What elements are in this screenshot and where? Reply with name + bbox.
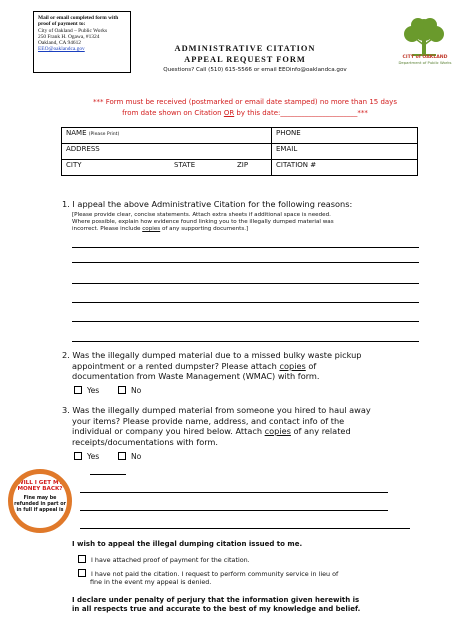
- paid-option-label: I have attached proof of payment for the citation.: [91, 556, 250, 564]
- reason-line-5[interactable]: [72, 321, 419, 322]
- q1-inst-text: incorrect. Please include: [72, 226, 143, 232]
- q2-yes-option[interactable]: [74, 386, 99, 395]
- form-title-line-2: APPEAL REQUEST FORM: [184, 55, 306, 64]
- question-3: [62, 405, 452, 447]
- q1-instruction-line-3: [72, 226, 432, 233]
- reason-line-4[interactable]: [72, 302, 419, 303]
- state-label: STATE: [174, 161, 196, 169]
- reason-line-2[interactable]: [72, 262, 419, 263]
- q3-yes-option[interactable]: [74, 452, 99, 461]
- q3-line-1: 3. Was the illegally dumped material from someone you hired to haul away: [62, 405, 371, 415]
- mail-email-link[interactable]: EEO@oaklandca.gov: [38, 46, 85, 53]
- name-label: NAME: [66, 129, 87, 137]
- email-label: EMAIL: [276, 145, 298, 153]
- form-title-line-1: ADMINISTRATIVE CITATION: [174, 44, 316, 53]
- state-field[interactable]: [170, 160, 233, 176]
- zip-label: ZIP: [237, 161, 249, 169]
- email-field[interactable]: [272, 144, 418, 160]
- question-1: 1. I appeal the above Administrative Citation for the following reasons:: [62, 199, 353, 209]
- citation-label: CITATION #: [276, 161, 317, 169]
- q2-line-2-end: of: [305, 360, 317, 371]
- contact-info: Questions? Call (510) 615-5566 or email EEOinfo@oaklandca.gov: [163, 67, 347, 73]
- address-field[interactable]: [62, 144, 272, 160]
- reason-line-1[interactable]: [72, 247, 419, 248]
- appeal-statement: I wish to appeal the illegal dumping citation issued to me.: [72, 540, 303, 548]
- hauler-line-2[interactable]: [80, 510, 388, 511]
- q3-no-label: No: [131, 452, 142, 461]
- mail-line-2: 250 Frank H. Ogawa, #1324: [38, 33, 100, 40]
- q2-no-option[interactable]: [118, 386, 141, 395]
- address-label: ADDRESS: [66, 145, 100, 153]
- hauler-line-1[interactable]: [80, 492, 388, 493]
- community-service-label-2: fine in the event my appeal is denied.: [90, 578, 212, 586]
- community-service-label-1: I have not paid the citation. I request to perform community service in lieu of: [91, 570, 339, 578]
- q1-inst-text-end: of any supporting documents.]: [160, 226, 249, 232]
- paid-checkbox[interactable]: [78, 555, 86, 563]
- contact-info-table: [61, 127, 418, 176]
- community-service-checkbox[interactable]: [78, 569, 86, 577]
- q3-line-3: [62, 426, 452, 437]
- q2-copies: copies: [279, 360, 306, 371]
- q2-yes-checkbox[interactable]: [74, 386, 82, 394]
- reason-line-3[interactable]: [72, 283, 419, 284]
- q3-no-option[interactable]: [118, 452, 141, 461]
- phone-field[interactable]: [272, 128, 418, 144]
- stamp-title: WILL I GET MY MONEY BACK?: [17, 480, 63, 493]
- q2-line-2: [62, 361, 442, 372]
- q3-line-3-text: individual or company you hired below. Attach: [72, 426, 265, 436]
- q2-no-checkbox[interactable]: [118, 386, 126, 394]
- question-1-instructions: [72, 212, 432, 233]
- name-hint: (Please Print): [88, 132, 120, 137]
- mail-line-1: City of Oakland – Public Works: [38, 27, 108, 34]
- q3-no-checkbox[interactable]: [118, 452, 126, 460]
- q1-inst-copies: copies: [142, 226, 161, 232]
- deadline-notice-line-1: *** Form must be received (postmarked or email date stamped) no more than 15 days: [93, 98, 397, 106]
- perjury-declaration: [72, 596, 462, 614]
- q3-line-3-end: of any related: [290, 426, 351, 436]
- q3-copies: copies: [264, 426, 291, 436]
- q2-line-1: 2. Was the illegally dumped material due to a missed bulky waste pickup: [62, 350, 362, 360]
- community-service-option[interactable]: [78, 569, 438, 586]
- deadline-date-field[interactable]: by this date:______________________***: [234, 109, 368, 117]
- logo-city-text: CITY of OAKLAND: [402, 55, 448, 60]
- name-field[interactable]: [62, 128, 272, 144]
- q2-line-3: documentation from Waste Management (WMAC) with form.: [72, 371, 320, 381]
- logo-caption: [392, 56, 458, 65]
- mail-heading: Mail or email completed form with proof of payment to:: [38, 15, 119, 28]
- q1-instruction-line-1: [Please provide clear, concise statements. Attach extra sheets if additional space is needed.: [72, 212, 331, 218]
- question-2: [62, 350, 442, 382]
- citation-number-field[interactable]: [272, 160, 418, 176]
- hauler-line-short[interactable]: [90, 474, 126, 475]
- q2-line-2-text: appointment or a rented dumpster? Please attach: [72, 360, 280, 371]
- refund-stamp: [8, 469, 72, 533]
- q3-line-4: receipts/documentations with form.: [72, 436, 219, 447]
- perjury-line-2: in all respects true and accurate to the best of my knowledge and belief.: [72, 605, 361, 613]
- mail-instructions-box: [33, 11, 131, 73]
- q1-instruction-line-2: Where possible, explain how evidence found linking you to the illegally dumped material was: [72, 219, 334, 225]
- phone-label: PHONE: [276, 129, 301, 137]
- logo-department-text: Department of Public Works: [398, 59, 452, 65]
- deadline-notice-or: OR: [223, 109, 235, 117]
- hauler-line-3[interactable]: [80, 528, 410, 529]
- q3-yes-label: Yes: [87, 452, 100, 461]
- q3-line-2: your items? Please provide name, address, and contact info of the: [72, 415, 345, 426]
- zip-field[interactable]: [233, 160, 272, 176]
- stamp-body: Fine may be refunded in part or in full if appeal is: [14, 496, 66, 513]
- q3-yes-checkbox[interactable]: [74, 452, 82, 460]
- q2-yes-label: Yes: [87, 386, 100, 395]
- q2-no-label: No: [131, 386, 142, 395]
- perjury-line-1: I declare under penalty of perjury that the information given herewith is: [72, 596, 360, 604]
- city-field[interactable]: [62, 160, 171, 176]
- city-label: CITY: [66, 161, 82, 169]
- deadline-notice-text: from date shown on Citation: [122, 109, 224, 117]
- deadline-notice-line-2: [50, 108, 440, 119]
- paid-option[interactable]: [78, 555, 250, 564]
- mail-line-3: Oakland, CA 94612: [38, 40, 81, 47]
- reason-line-6[interactable]: [72, 341, 419, 342]
